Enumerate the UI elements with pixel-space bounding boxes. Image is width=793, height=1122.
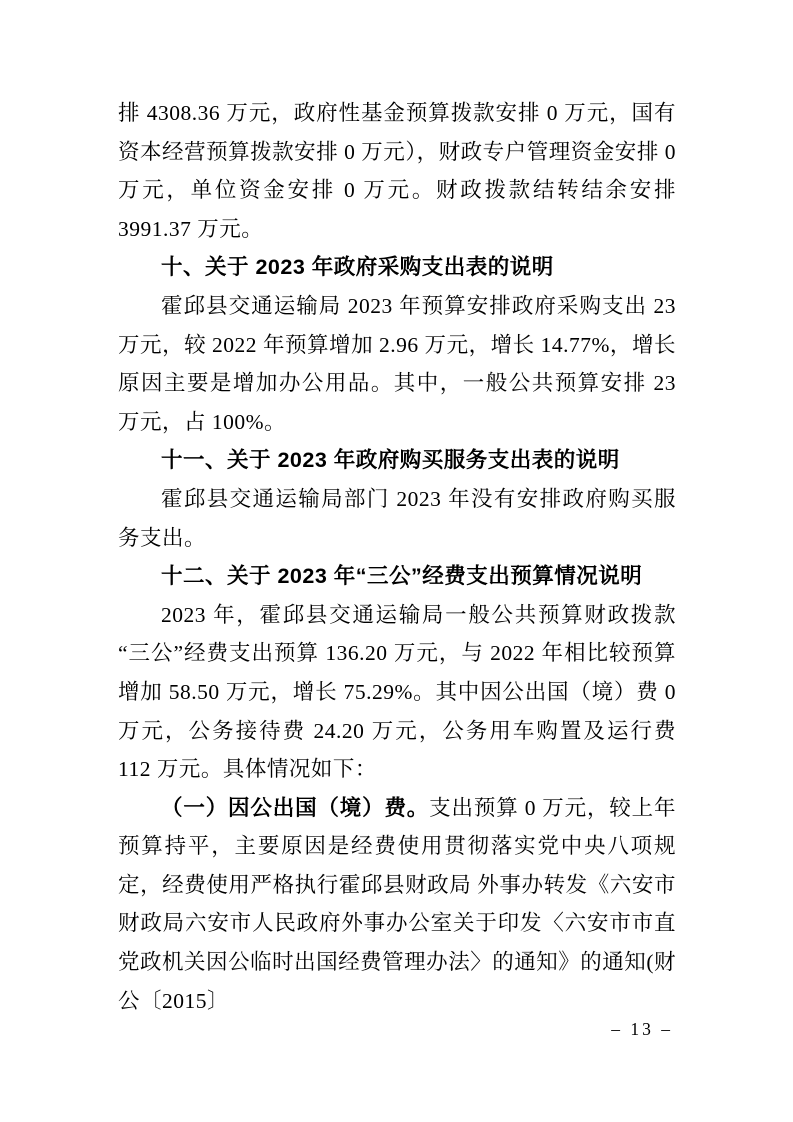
- paragraph-item-1-lead: （一）因公出国（境）费。: [161, 795, 430, 820]
- paragraph-section-12: 2023 年，霍邱县交通运输局一般公共预算财政拨款“三公”经费支出预算 136.20 万元，与 2022 年相比较预算增加 58.50 万元，增长 75.29%。其中因公出国（境）费 0 万元，公务接待费 24.20 万元，公务用车购置及运行费 112 万元。具体情况如下：: [118, 602, 676, 782]
- paragraph-fiscal-allocation-continued: 排 4308.36 万元，政府性基金预算拨款安排 0 万元，国有资本经营预算拨款安排 0 万元），财政专户管理资金安排 0 万元，单位资金安排 0 万元。财政拨款结转结余安排 3991.37 万元。: [118, 101, 676, 241]
- heading-section-11: 十一、关于 2023 年政府购买服务支出表的说明: [161, 448, 620, 473]
- heading-section-10: 十、关于 2023 年政府采购支出表的说明: [161, 255, 554, 280]
- paragraph-item-1: [118, 789, 676, 1021]
- paragraph-item-1-body: 支出预算 0 万元，较上年预算持平，主要原因是经费使用贯彻落实党中央八项规定，经费使用严格执行霍邱县财政局 外事办转发《六安市财政局六安市人民政府外事办公室关于印发〈六安市市直党政机关因公临时出国经费管理办法〉的通知》的通知(财公〔2015〕: [118, 795, 676, 1013]
- paragraph-section-10: 霍邱县交通运输局 2023 年预算安排政府采购支出 23 万元，较 2022 年预算增加 2.96 万元，增长 14.77%，增长原因主要是增加办公用品。其中，一般公共预算安排 23 万元，占 100%。: [118, 293, 676, 434]
- page-number: – 13 –: [611, 1019, 673, 1039]
- heading-section-12: 十二、关于 2023 年“三公”经费支出预算情况说明: [161, 564, 643, 589]
- document-body: [118, 94, 676, 1020]
- paragraph-section-11: 霍邱县交通运输局部门 2023 年没有安排政府购买服务支出。: [118, 486, 676, 550]
